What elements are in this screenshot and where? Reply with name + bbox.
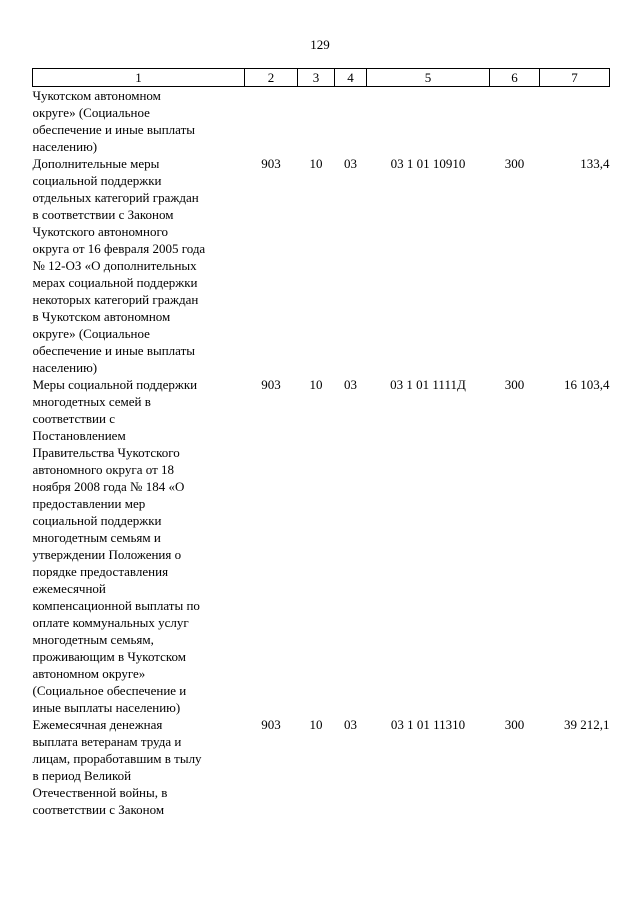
cell-admin: 903: [261, 156, 281, 171]
cell-subsection: 03: [344, 156, 357, 171]
cell-type: [490, 87, 540, 156]
cell-section: 10: [309, 377, 323, 392]
cell-amount: [540, 87, 610, 156]
cell-name: Меры социальной поддержки многодетных семей в соответствии с Постановлением Правительства Чукотского автономного округа от 18 ноября 2008 года № 184 «О предоставлении мер социальной поддержки многодетным семьям и утверждении Положения о порядке предоставления ежемесячной компенсационной выплаты по оплате коммунальных услуг многодетным семьям, проживающим в Чукотском автономном округе» (Социальное обеспечение и иные выплаты населению): [32, 377, 200, 715]
cell-name: Чукотском автономном округе» (Социальное обеспечение и иные выплаты населению): [32, 88, 195, 154]
budget-table: [32, 68, 610, 818]
header-row: [33, 69, 610, 87]
table-row: [33, 155, 610, 376]
cell-amount: 16 103,4: [564, 377, 610, 392]
cell-target: [367, 87, 490, 156]
column-header-type: 6: [490, 69, 540, 87]
cell-type: 300: [504, 377, 525, 392]
table-row: [33, 376, 610, 716]
cell-target: 03 1 01 10910: [390, 156, 466, 171]
cell-target: 03 1 01 1111Д: [390, 377, 466, 392]
column-header-section: 3: [298, 69, 335, 87]
cell-target: 03 1 01 11310: [390, 717, 466, 732]
cell-amount: 133,4: [580, 156, 610, 171]
cell-admin: [245, 87, 298, 156]
cell-subsection: 03: [344, 717, 357, 732]
table-row: [33, 716, 610, 818]
column-header-admin: 2: [245, 69, 298, 87]
cell-name: Ежемесячная денежная выплата ветеранам труда и лицам, проработавшим в тылу в период Великой Отечественной войны, в соответствии с Законом: [32, 717, 202, 817]
column-header-amount: 7: [540, 69, 610, 87]
cell-admin: 903: [261, 717, 281, 732]
cell-amount: 39 212,1: [564, 717, 610, 732]
cell-name: Дополнительные меры социальной поддержки отдельных категорий граждан в соответствии с Законом Чукотского автономного округа от 16 февраля 2005 года № 12-ОЗ «О дополнительных мерах социальной поддержки некоторых категорий граждан в Чукотском автономном округе» (Социальное обеспечение и иные выплаты населению): [32, 156, 206, 375]
cell-section: 10: [309, 156, 323, 171]
cell-type: 300: [504, 717, 525, 732]
cell-subsection: 03: [344, 377, 357, 392]
cell-admin: 903: [261, 377, 281, 392]
cell-section: 10: [309, 717, 323, 732]
cell-subsection: [335, 87, 367, 156]
cell-type: 300: [504, 156, 525, 171]
table-row: [33, 87, 610, 156]
page-number: 129: [310, 37, 330, 52]
column-header-name: 1: [33, 69, 245, 87]
column-header-target: 5: [367, 69, 490, 87]
cell-section: [298, 87, 335, 156]
column-header-subsection: 4: [335, 69, 367, 87]
